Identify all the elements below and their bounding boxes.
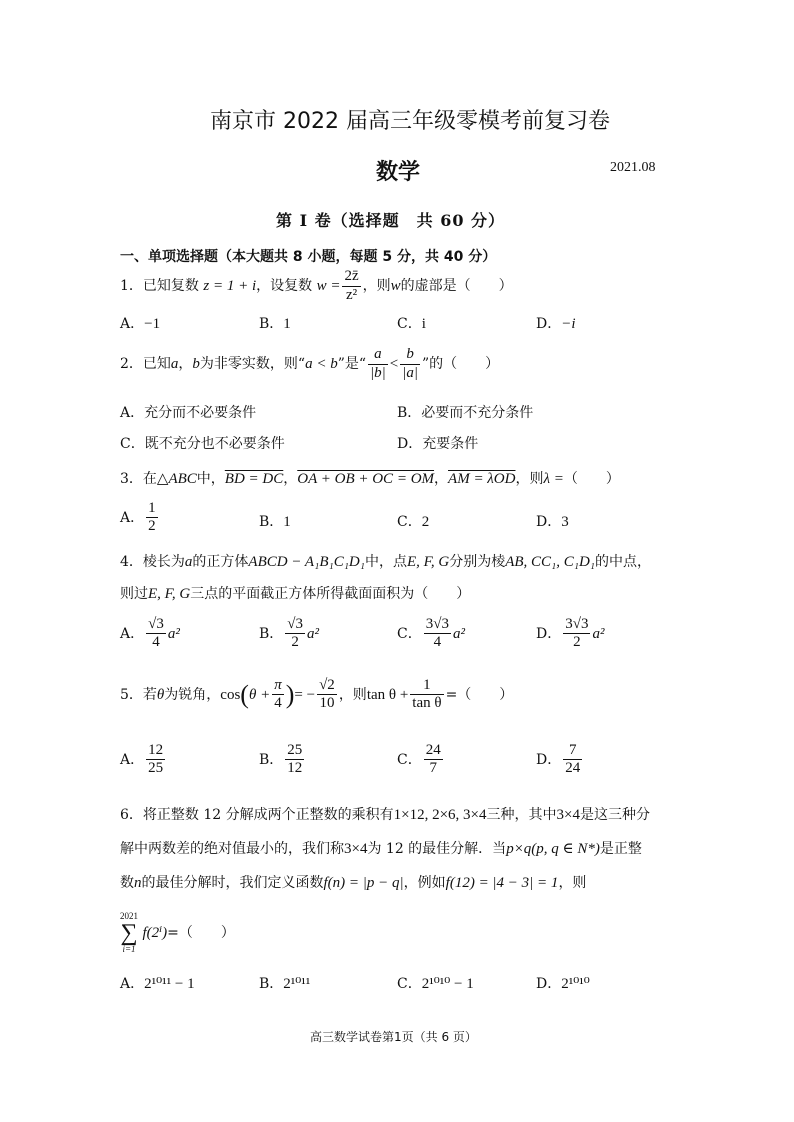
option-c: C．i: [397, 316, 426, 332]
question-5: 5．若θ为锐角，cos(θ + $\frac{\pi}{4}$ )= − $\frac{√2}{10}$ ，则tan θ + $\frac{1}{\text{tan θ}}$ =（ ）: [120, 677, 514, 712]
question-2: 2．已知a，b为非零实数，则“a < b”是“ $\frac{a}{|b|}$ < $\frac{b}{|a|}$ ”的（ ）: [120, 346, 500, 381]
exam-title: 南京市 2022 届高三年级零模考前复习卷: [210, 109, 610, 134]
fraction: $\frac{2z̄}{\text{z²}}$: [344, 268, 359, 303]
fraction: $\frac{\pi}{4}$: [274, 677, 282, 712]
fraction: $\frac{√3}{2}$: [287, 616, 304, 651]
fraction: $\frac{1}{2}$: [148, 500, 156, 535]
option-a: A．充分而不必要条件: [120, 405, 257, 421]
option-b: B．2¹⁰¹¹: [259, 976, 311, 992]
option-c: C．2: [397, 514, 430, 530]
question-1: 1．已知复数 z = 1 + i，设复数 w = $\frac{2z̄}{\text{z²}}$ ，则w的虚部是（ ）: [120, 268, 513, 303]
question-number: 2．: [120, 356, 143, 372]
exam-date: 2021.08: [610, 160, 656, 175]
option-a: A． $\frac{√3}{4}$ a²: [120, 616, 180, 651]
summation-symbol: 2021 ∑ i=1: [120, 911, 138, 954]
option-b: B．1: [259, 316, 291, 332]
option-a: A． $\frac{1}{2}$: [120, 500, 156, 535]
option-a: A．2¹⁰¹¹ − 1: [120, 976, 195, 992]
question-4-line-2: 则过E, F, G三点的平面截正方体所得截面面积为（ ）: [120, 586, 471, 602]
page-footer: 高三数学试卷第1页（共 6 页）: [310, 1030, 477, 1044]
fraction: $\frac{7}{24}$: [565, 742, 581, 777]
option-c: C．2¹⁰¹⁰ − 1: [397, 976, 474, 992]
fraction: $\frac{√3}{4}$: [148, 616, 164, 651]
question-number: 5．: [120, 686, 143, 703]
question-number: 4．: [120, 554, 143, 570]
question-3: 3．在△ABC中，BD = DC，OA + OB + OC = OM，AM = λOD，则λ =（ ）: [120, 471, 620, 487]
fraction: $\frac{b}{|a|}$: [402, 346, 419, 381]
option-a: A． $\frac{12}{25}$: [120, 742, 164, 777]
fraction: $\frac{3√3}{2}$: [565, 616, 589, 651]
fraction: $\frac{12}{25}$: [148, 742, 164, 777]
fraction: $\frac{25}{12}$: [287, 742, 303, 777]
option-b: B． $\frac{25}{12}$: [259, 742, 303, 777]
option-b: B． $\frac{√3}{2}$ a²: [259, 616, 320, 651]
question-6-line-3: 数n的最佳分解时，我们定义函数f(n) = |p − q|，例如f(12) = |4 − 3| = 1，则: [120, 875, 587, 891]
option-b: B．必要而不充分条件: [397, 405, 534, 421]
question-6-summation: 2021 ∑ i=1 f(2ⁱ)=（ ）: [120, 911, 235, 954]
question-6-line-2: 解中两数差的绝对值最小的，我们称3×4为 12 的最佳分解．当p×q(p, q ∈ N*)是正整: [120, 841, 642, 857]
option-c: C． $\frac{3√3}{4}$ a²: [397, 616, 465, 651]
question-number: 1．: [120, 278, 143, 294]
fraction: $\frac{3√3}{4}$: [425, 616, 449, 651]
question-6-line-1: 6．将正整数 12 分解成两个正整数的乘积有1×12, 2×6, 3×4三种，其中3×4是这三种分: [120, 807, 650, 823]
section-heading: 一、单项选择题（本大题共 8 小题，每题 5 分，共 40 分）: [120, 249, 497, 265]
fraction: $\frac{1}{\text{tan θ}}$: [412, 677, 442, 712]
question-number: 6．: [120, 807, 143, 823]
option-b: B．1: [259, 514, 291, 530]
fraction: $\frac{a}{|b|}$: [370, 346, 386, 381]
option-c: C．既不充分也不必要条件: [120, 436, 285, 452]
option-d: D． $\frac{3√3}{2}$ a²: [536, 616, 605, 651]
question-number: 3．: [120, 471, 143, 487]
option-a: A．−1: [120, 316, 161, 332]
option-d: D．−i: [536, 316, 576, 332]
option-c: C． $\frac{24}{7}$: [397, 742, 441, 777]
volume-heading: 第 Ⅰ 卷（选择题 共 60 分）: [276, 211, 506, 230]
question-4-line-1: 4．棱长为a的正方体ABCD − A₁B₁C₁D₁中，点E, F, G分别为棱AB, CC₁, C₁D₁的中点，: [120, 554, 652, 570]
fraction: $\frac{24}{7}$: [425, 742, 441, 777]
option-d: D． $\frac{7}{24}$: [536, 742, 581, 777]
subject-title: 数学: [376, 160, 421, 185]
option-d: D．2¹⁰¹⁰: [536, 976, 590, 992]
fraction: $\frac{√2}{10}$: [319, 677, 335, 712]
option-d: D．3: [536, 514, 569, 530]
option-d: D．充要条件: [397, 436, 479, 452]
